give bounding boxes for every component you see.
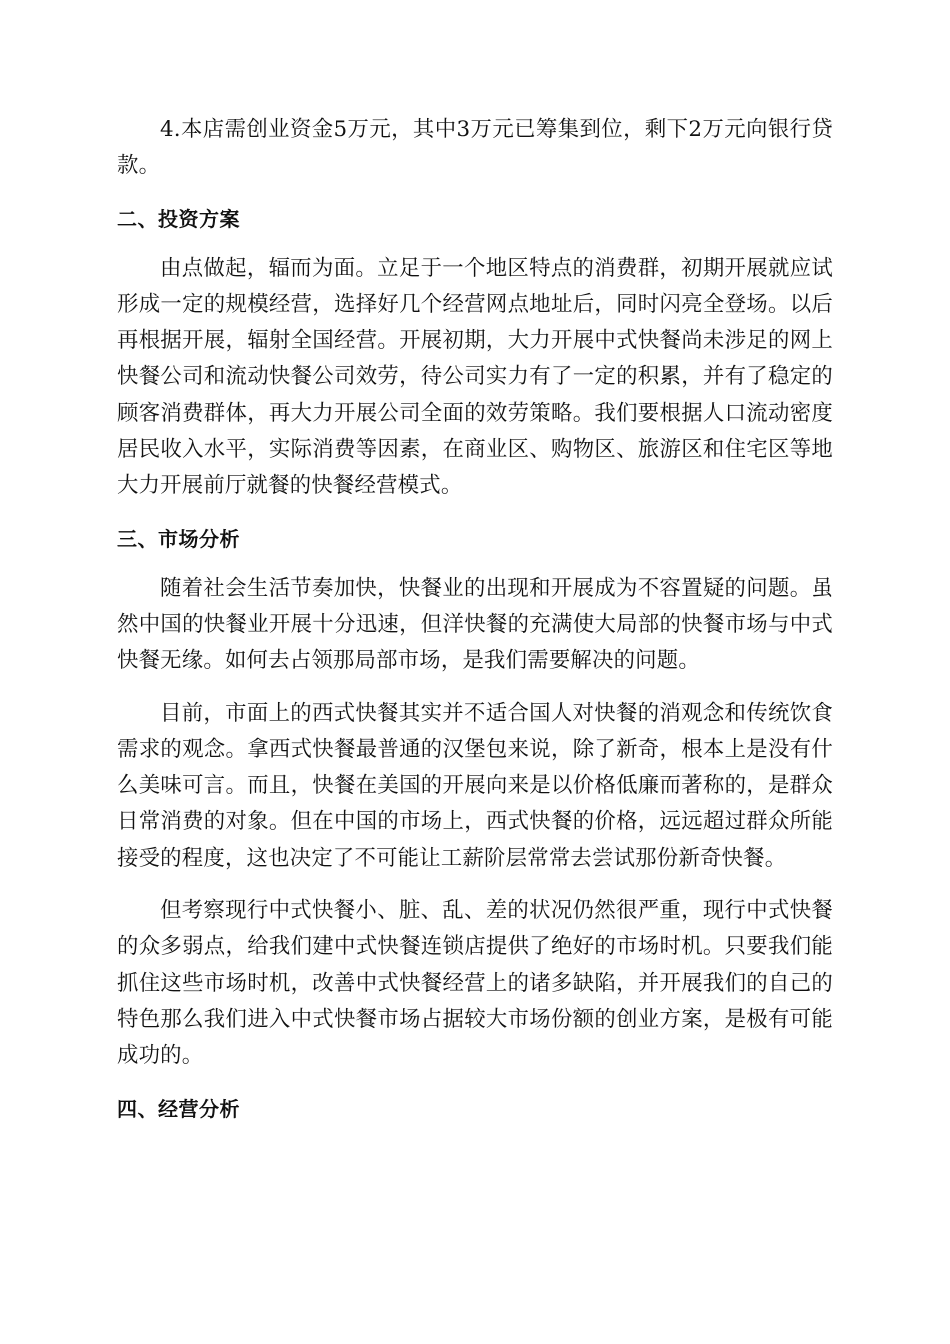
paragraph-funding: 4.本店需创业资金5万元，其中3万元已筹集到位，剩下2万元向银行贷款。 [117, 117, 833, 179]
paragraph-market-analysis-2: 目前，市面上的西式快餐其实并不适合国人对快餐的消观念和传统饮食需求的观念。拿西式快餐最普通的汉堡包来说，除了新奇，根本上是没有什么美味可言。而且，快餐在美国的开展向来是以价格低廉而著称的，是群众日常消费的对象。但在中国的市场上，西式快餐的价格，远远超过群众所能接受的程度，这也决定了不可能让工薪阶层常常去尝试那份新奇快餐。 [117, 700, 833, 871]
heading-investment-plan: 二、投资方案 [117, 206, 240, 231]
paragraph-market-analysis-1: 随着社会生活节奏加快，快餐业的出现和开展成为不容置疑的问题。虽然中国的快餐业开展十分迅速，但洋快餐的充满使大局部的快餐市场与中式快餐无缘。如何去占领那局部市场，是我们需要解决的问题。 [117, 575, 833, 674]
heading-market-analysis: 三、市场分析 [117, 526, 240, 551]
heading-operation-analysis: 四、经营分析 [117, 1096, 240, 1121]
document-body [117, 112, 833, 1127]
paragraph-investment-plan: 由点做起，辐而为面。立足于一个地区特点的消费群，初期开展就应试形成一定的规模经营，选择好几个经营网点地址后，同时闪亮全登场。以后再根据开展，辐射全国经营。开展初期，大力开展中式快餐尚未涉足的网上快餐公司和流动快餐公司效劳，待公司实力有了一定的积累，并有了稳定的顾客消费群体，再大力开展公司全面的效劳策略。我们要根据人口流动密度居民收入水平，实际消费等因素，在商业区、购物区、旅游区和住宅区等地大力开展前厅就餐的快餐经营模式。 [117, 255, 833, 499]
paragraph-market-analysis-3: 但考察现行中式快餐小、脏、乱、差的状况仍然很严重，现行中式快餐的众多弱点，给我们建中式快餐连锁店提供了绝好的市场时机。只要我们能抓住这些市场时机，改善中式快餐经营上的诸多缺陷，并开展我们的自己的特色那么我们进入中式快餐市场占据较大市场份额的创业方案，是极有可能成功的。 [117, 898, 833, 1069]
